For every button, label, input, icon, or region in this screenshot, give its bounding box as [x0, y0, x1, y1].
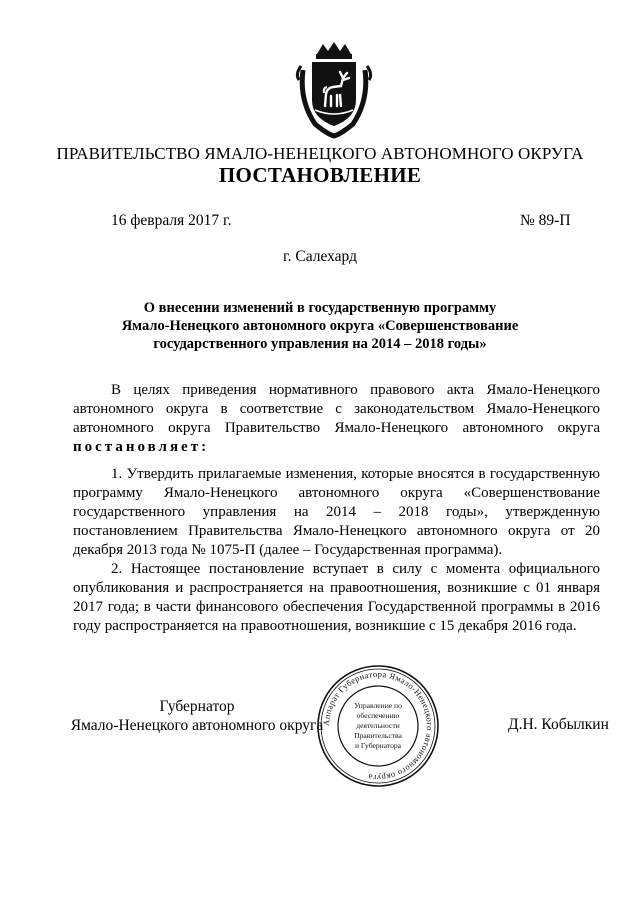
signer-title-line: Ямало-Ненецкого автономного округа [70, 717, 324, 734]
document-type: ПОСТАНОВЛЕНИЕ [218, 163, 422, 187]
signer-name: Д.Н. Кобылкин [508, 716, 609, 733]
government-title: ПРАВИТЕЛЬСТВО ЯМАЛО-НЕНЕЦКОГО АВТОНОМНОГО ОКРУГА [56, 144, 584, 163]
preamble-text: В целях приведения нормативного правового акта Ямало-Ненецкого автономного округа в соответствие с законодательством Ямало-Ненецкого автономного округа Правительство Ямало-Ненецкого автономного округа [73, 382, 600, 436]
heading-line: Ямало-Ненецкого автономного округа «Совершенствование [121, 318, 519, 334]
document-number: № 89-П [520, 212, 571, 229]
stamp-ring-text: Аппарат Губернатора Ямало-Ненецкого автономного округа [320, 668, 436, 784]
stamp-center-line: обеспечению [356, 711, 400, 720]
coat-of-arms-icon [293, 40, 375, 140]
stamp-center-line: деятельности [356, 721, 400, 730]
signer-title-line: Губернатор [159, 698, 235, 715]
heading-line: государственного управления на 2014 – 2018 годы» [153, 336, 487, 352]
document-date: 16 февраля 2017 г. [111, 212, 232, 229]
decree-word: постановляет: [73, 439, 210, 455]
item-2-paragraph: 2. Настоящее постановление вступает в силу с момента официального опубликования и распространяется на правоотношения, возникшие с 01 января 2017 года; в части финансового обеспечения Государственной программы в 2016 году распространяется на правоотношения, возникшие с 15 декабря 2016 года. [73, 561, 600, 634]
official-stamp [316, 664, 440, 788]
stamp-center-line: и Губернатора [354, 741, 402, 750]
document-city: г. Салехард [283, 248, 357, 265]
document-heading [90, 299, 550, 353]
heading-line: О внесении изменений в государственную программу [143, 300, 497, 316]
preamble-paragraph [73, 381, 600, 457]
signer-title [60, 697, 334, 735]
item-1-paragraph: 1. Утвердить прилагаемые изменения, которые вносятся в государственную программу Ямало-Ненецкого автономного округа «Совершенствование государственного управления на 2014 – 2018 годы», утвержденную постановлением Правительства Ямало-Ненецкого автономного округа от 20 декабря 2013 года № 1075-П (далее – Государственная программа). [73, 466, 600, 558]
stamp-center-line: Управление по [354, 701, 402, 710]
stamp-center-line: Правительства [354, 731, 402, 740]
